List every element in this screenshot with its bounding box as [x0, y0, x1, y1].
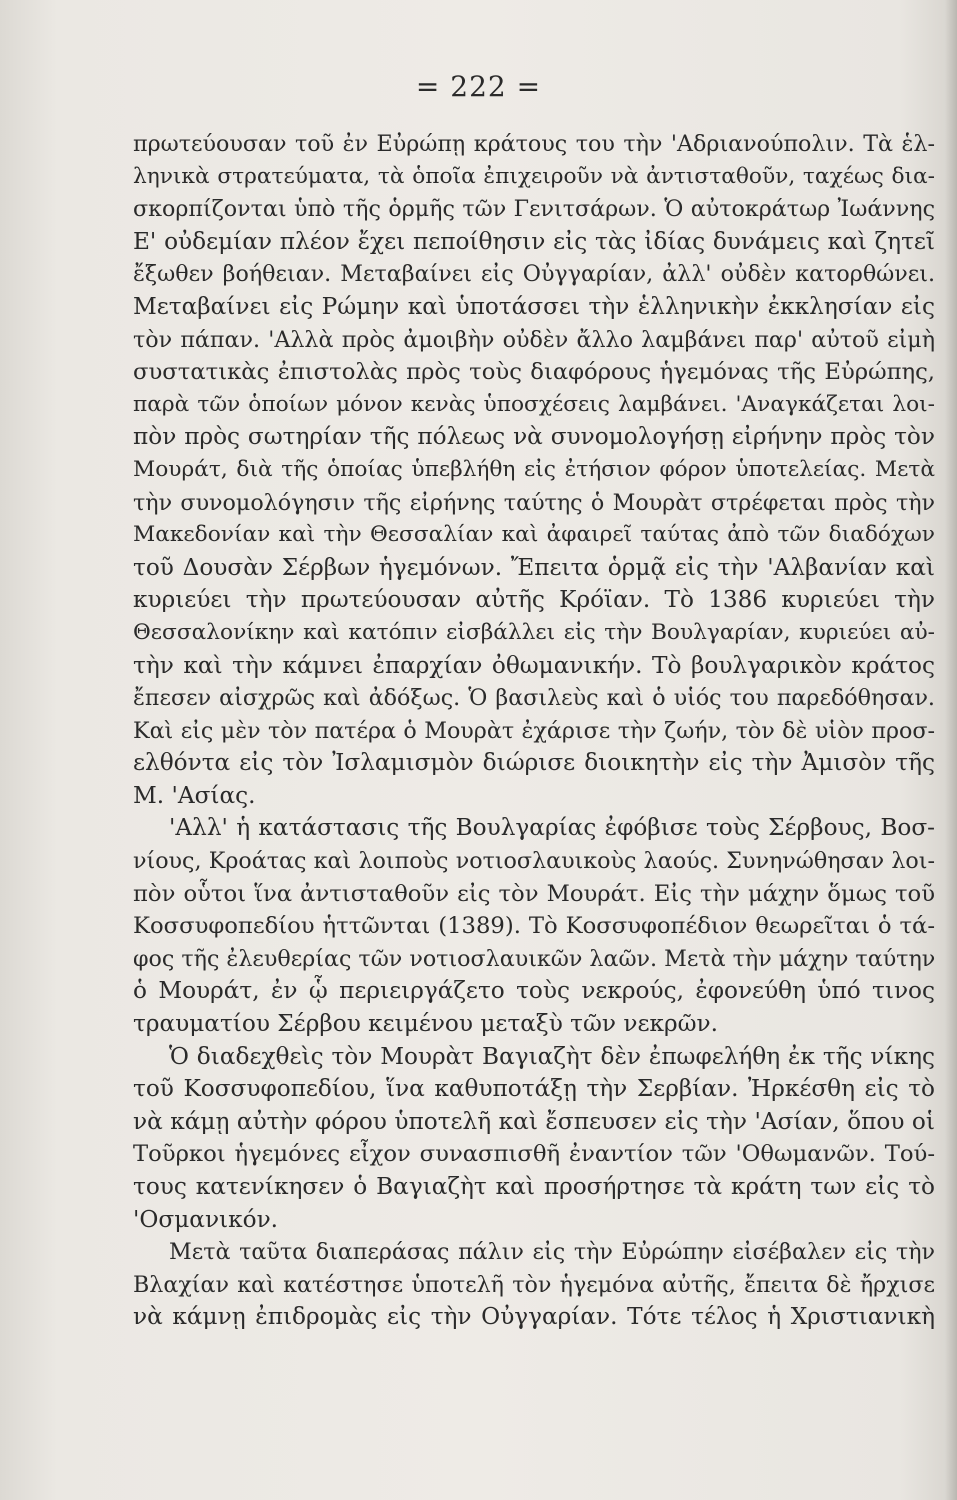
text-line: Μετὰ ταῦτα διαπεράσας πάλιν εἰς τὴν Εὐρώπην εἰσέβαλεν εἰς τὴν	[169, 1239, 935, 1266]
text-line: 'Οσμανικόν.	[133, 1205, 279, 1233]
text-line: Καὶ εἰς μὲν τὸν πατέρα ὁ Μουρὰτ ἐχάρισε τὴν ζωήν, τὸν δὲ υἱὸν προσ-	[133, 717, 935, 744]
text-line: πὸν πρὸς σωτηρίαν τῆς πόλεως νὰ συνομολογήσῃ εἰρήνην πρὸς τὸν	[133, 423, 935, 451]
text-line: ἔξωθεν βοήθειαν. Μεταβαίνει εἰς Οὐγγαρίαν, ἀλλ' οὐδὲν κατορθώνει.	[133, 261, 935, 288]
text-line: φος τῆς ἐλευθερίας τῶν νοτιοσλαυικῶν λαῶν. Μετὰ τὴν μάχην ταύτην	[133, 945, 935, 972]
text-line: κυριεύει τὴν πρωτεύουσαν αὐτῆς Κρόϊαν. Τὸ 1386 κυριεύει τὴν	[133, 586, 935, 614]
text-line: Μακεδονίαν καὶ τὴν Θεσσαλίαν καὶ ἀφαιρεῖ ταύτας ἀπὸ τῶν διαδόχων	[133, 522, 935, 548]
text-line: τὴν συνομολόγησιν τῆς εἰρήνης ταύτης ὁ Μουρὰτ στρέφεται πρὸς τὴν	[133, 489, 935, 516]
text-line: Βλαχίαν καὶ κατέστησε ὑποτελῆ τὸν ἡγεμόνα αὐτῆς, ἔπειτα δὲ ἤρχισε	[133, 1271, 935, 1298]
text-line: τραυματίου Σέρβου κειμένου μεταξὺ τῶν νεκρῶν.	[133, 1010, 718, 1038]
paragraph-4	[133, 1236, 935, 1334]
text-line: τους κατενίκησεν ὁ Βαγιαζὴτ καὶ προσήρτησε τὰ κράτη των εἰς τὸ	[133, 1173, 935, 1200]
body-text	[133, 128, 935, 1334]
paragraph-2	[133, 812, 935, 1040]
text-line: συστατικὰς ἐπιστολὰς πρὸς τοὺς διαφόρους ἡγεμόνας τῆς Εὐρώπης,	[133, 359, 935, 386]
text-line: παρὰ τῶν ὁποίων μόνον κενὰς ὑποσχέσεις λαμβάνει. 'Αναγκάζεται λοι-	[133, 391, 935, 417]
text-line: νίους, Κροάτας καὶ λοιποὺς νοτιοσλαυικοὺς λαούς. Συνηνώθησαν λοι-	[133, 848, 935, 875]
text-line: νὰ κάμνῃ ἐπιδρομὰς εἰς τὴν Οὐγγαρίαν. Τότε τέλος ἡ Χριστιανικὴ	[133, 1303, 935, 1331]
text-line: τοῦ Κοσσυφοπεδίου, ἵνα καθυποτάξῃ τὴν Σερβίαν. Ἠρκέσθη εἰς τὸ	[133, 1075, 935, 1103]
text-line: Μεταβαίνει εἰς Ρώμην καὶ ὑποτάσσει τὴν ἑλληνικὴν ἐκκλησίαν εἰς	[133, 292, 935, 320]
text-line: πὸν οὗτοι ἵνα ἀντισταθοῦν εἰς τὸν Μουράτ. Εἰς τὴν μάχην ὅμως τοῦ	[133, 880, 935, 907]
text-line: ὁ Μουράτ, ἐν ᾧ περιειργάζετο τοὺς νεκρούς, ἐφονεύθη ὑπό τινος	[133, 977, 935, 1005]
text-line: τοῦ Δουσὰν Σέρβων ἡγεμόνων. Ἔπειτα ὁρμᾷ εἰς τὴν 'Αλβανίαν καὶ	[133, 553, 935, 581]
text-line: τὸν πάπαν. 'Αλλὰ πρὸς ἀμοιβὴν οὐδὲν ἄλλο λαμβάνει παρ' αὐτοῦ εἰμὴ	[133, 326, 935, 353]
text-line: νὰ κάμῃ αὐτὴν φόρου ὑποτελῆ καὶ ἔσπευσεν εἰς τὴν 'Ασίαν, ὅπου οἱ	[133, 1107, 935, 1135]
text-line: ελθόντα εἰς τὸν Ἰσλαμισμὸν διώρισε διοικητὴν εἰς τὴν Ἀμισὸν τῆς	[133, 749, 935, 777]
text-line: Θεσσαλονίκην καὶ κατόπιν εἰσβάλλει εἰς τὴν Βουλγαρίαν, κυριεύει αὐ-	[133, 619, 935, 645]
text-line: Τοῦρκοι ἡγεμόνες εἶχον συνασπισθῆ ἐναντίον τῶν 'Οθωμανῶν. Τού-	[133, 1141, 935, 1168]
text-line: πρωτεύουσαν τοῦ ἐν Εὐρώπῃ κράτους του τὴν 'Αδριανούπολιν. Τὰ ἑλ-	[133, 131, 935, 157]
text-line: ληνικὰ στρατεύματα, τὰ ὁποῖα ἐπιχειροῦν νὰ ἀντισταθοῦν, ταχέως δια-	[133, 163, 935, 189]
text-line: ἔπεσεν αἰσχρῶς καὶ ἀδόξως. Ὁ βασιλεὺς καὶ ὁ υἱός του παρεδόθησαν.	[133, 685, 935, 712]
page-number: = 222 =	[415, 70, 542, 103]
text-line: Ὁ διαδεχθεὶς τὸν Μουρὰτ Βαγιαζὴτ δὲν ἐπωφελήθη ἐκ τῆς νίκης	[169, 1042, 935, 1070]
text-line: Κοσσυφοπεδίου ἡττῶνται (1389). Τὸ Κοσσυφοπέδιον θεωρεῖται ὁ τά-	[133, 913, 935, 940]
page-edge-shadow	[945, 0, 957, 1500]
text-line: τὴν καὶ τὴν κάμνει ἐπαρχίαν ὀθωμανικήν. Τὸ βουλγαρικὸν κράτος	[133, 651, 935, 679]
text-line: Μουράτ, διὰ τῆς ὁποίας ὑπεβλήθη εἰς ἐτήσιον φόρον ὑποτελείας. Μετὰ	[133, 456, 935, 482]
text-line: σκορπίζονται ὑπὸ τῆς ὁρμῆς τῶν Γενιτσάρων. Ὁ αὐτοκράτωρ Ἰωάννης	[133, 196, 935, 223]
paragraph-1	[133, 128, 935, 812]
text-line: Μ. 'Ασίας.	[133, 781, 256, 809]
paragraph-3	[133, 1041, 935, 1237]
text-line: 'Αλλ' ἡ κατάστασις τῆς Βουλγαρίας ἐφόβισε τοὺς Σέρβους, Βοσ-	[169, 814, 935, 842]
text-line: Ε' οὐδεμίαν πλέον ἔχει πεποίθησιν εἰς τὰς ἰδίας δυνάμεις καὶ ζητεῖ	[133, 227, 935, 255]
